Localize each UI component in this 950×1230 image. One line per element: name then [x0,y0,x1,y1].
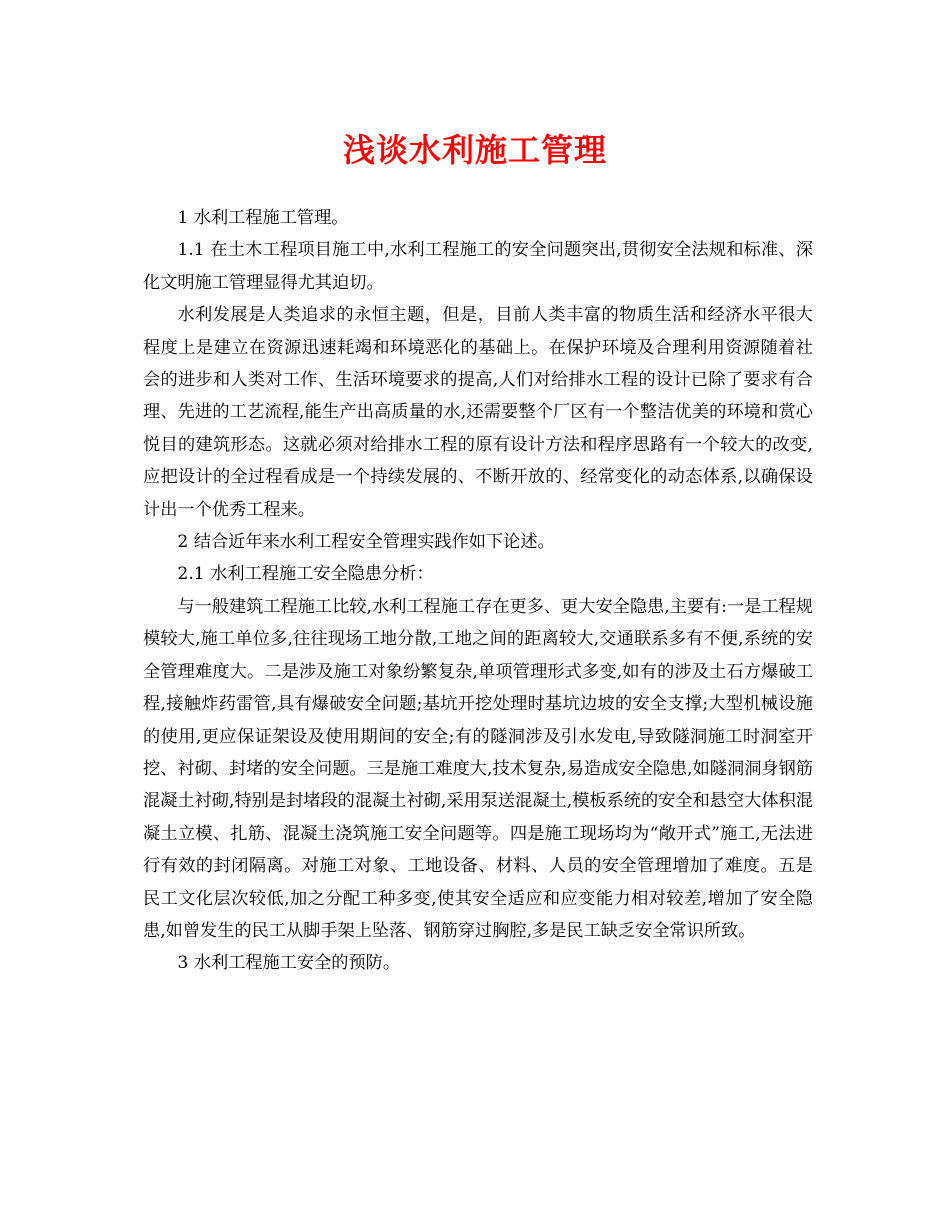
paragraph-section-2-1-heading: 2.1 水利工程施工安全隐患分析： [177,564,434,585]
paragraph-section-1-heading: 1 水利工程施工管理。 [177,208,349,228]
document-title: 浅谈水利施工管理 [342,131,607,169]
paragraph-section-1-1: 1.1 在土木工程项目施工中,水利工程施工的安全问题突出,贯彻安全法规和标准、深化文明施工管理显得尤其迫切。 [143,240,813,293]
paragraph-water-development: 水利发展是人类追求的永恒主题，但是，目前人类丰富的物质生活和经济水平很大程度上是建立在资源迅速耗竭和环境恶化的基础上。在保护环境及合理利用资源随着社会的进步和人类对工作、生活环境要求的提高,人们对给排水工程的设计已除了要求有合理、先进的工艺流程,能生产出高质量的水,还需要整个厂区有一个整洁优美的环境和赏心悦目的建筑形态。这就必须对给排水工程的原有设计方法和程序思路有一个较大的改变,应把设计的全过程看成是一个持续发展的、不断开放的、经常变化的动态体系,以确保设计出一个优秀工程来。 [143,305,813,520]
document-body [143,202,813,980]
paragraph-safety-hazard-analysis: 与一般建筑工程施工比较,水利工程施工存在更多、更大安全隐患,主要有:一是工程规模较大,施工单位多,往往现场工地分散,工地之间的距离较大,交通联系多有不便,系统的安全管理难度大。二是涉及施工对象纷繁复杂,单项管理形式多变,如有的涉及土石方爆破工程,接触炸药雷管,具有爆破安全问题;基坑开挖处理时基坑边坡的安全支撑;大型机械设施的使用,更应保证架设及使用期间的安全;有的隧洞涉及引水发电,导致隧洞施工时洞室开挖、衬砌、封堵的安全问题。三是施工难度大,技术复杂,易造成安全隐患,如隧洞洞身钢筋混凝土衬砌,特别是封堵段的混凝土衬砌,采用泵送混凝土,模板系统的安全和悬空大体积混凝土立模、扎筋、混凝土浇筑施工安全问题等。四是施工现场均为“敞开式”施工,无法进行有效的封闭隔离。对施工对象、工地设备、材料、人员的安全管理增加了难度。五是民工文化层次较低,加之分配工种多变,使其安全适应和应变能力相对较差,增加了安全隐患,如曾发生的民工从脚手架上坠落、钢筋穿过胸腔,多是民工缺乏安全常识所致。 [143,596,813,941]
paragraph-section-3-heading: 3 水利工程施工安全的预防。 [177,953,401,974]
paragraph-section-2-heading: 2 结合近年来水利工程安全管理实践作如下论述。 [177,532,555,553]
